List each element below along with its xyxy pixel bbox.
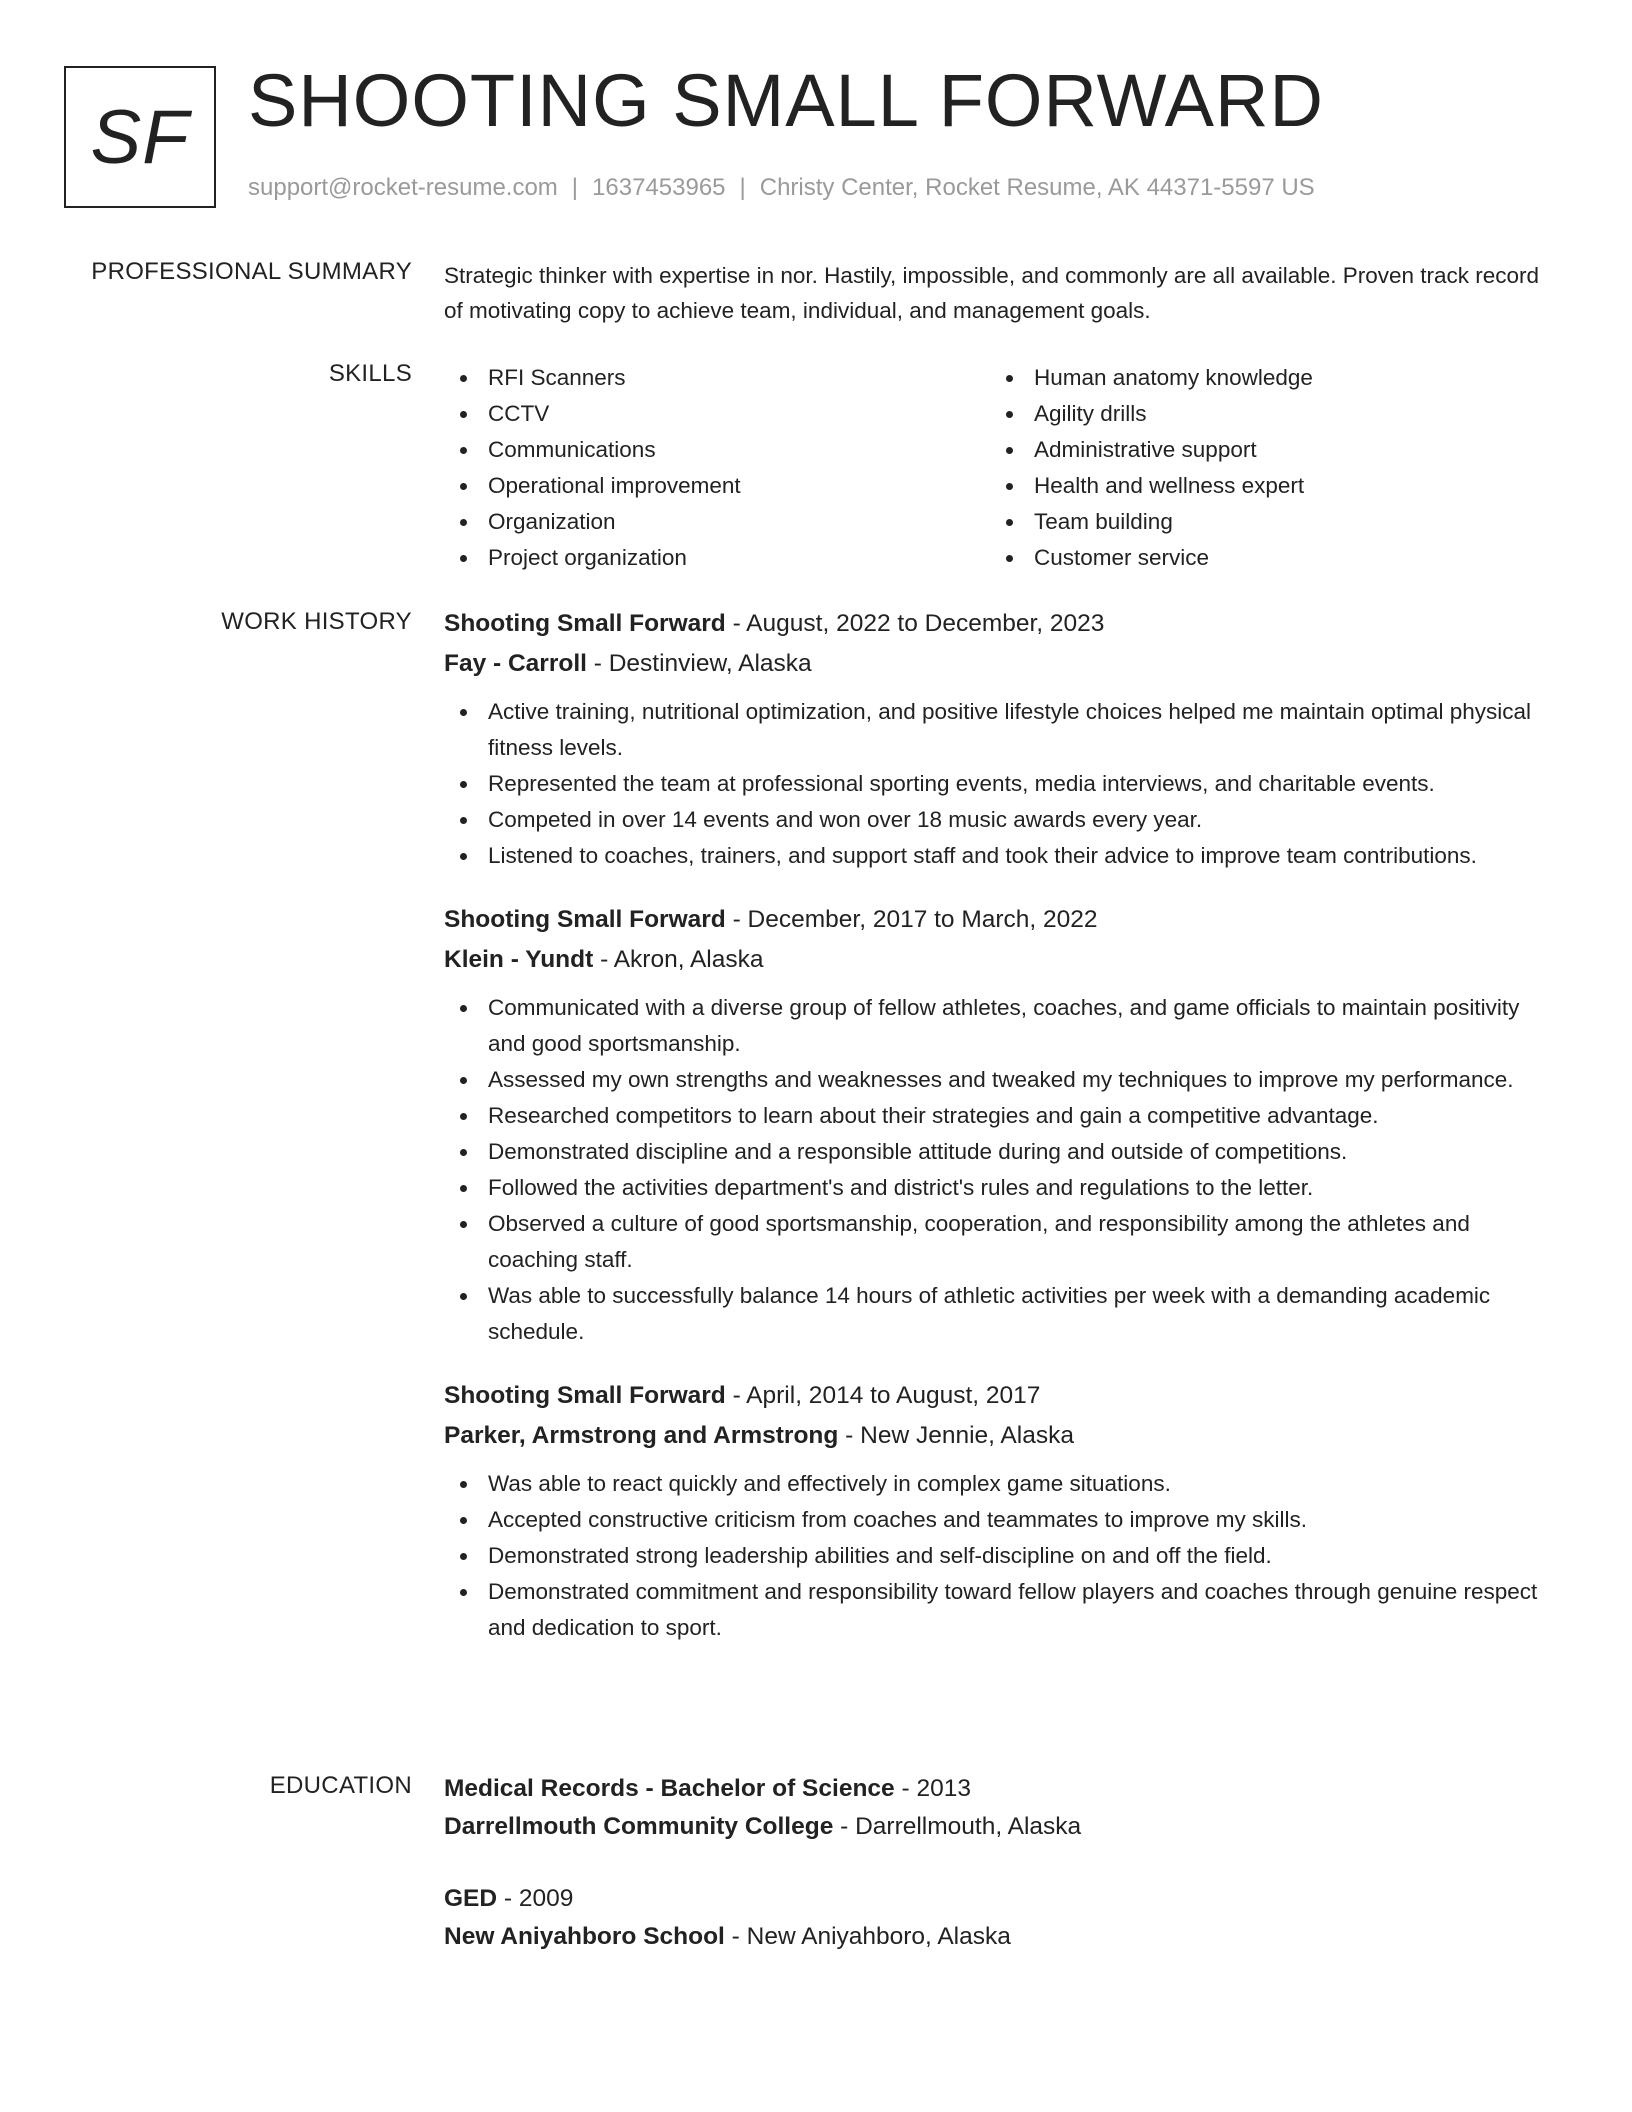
contact-address: Christy Center, Rocket Resume, AK 44371-5597 US xyxy=(759,174,1315,201)
contact-phone[interactable]: 1637453965 xyxy=(592,174,726,201)
job-bullet: Competed in over 14 events and won over 18 music awards every year. xyxy=(444,802,1556,838)
work-body xyxy=(444,604,1556,1672)
education-degree-line xyxy=(444,1880,1556,1918)
skill-item: Agility drills xyxy=(990,396,1536,432)
education-school: New Aniyahboro School xyxy=(444,1923,725,1950)
education-degree: Medical Records - Bachelor of Science xyxy=(444,1775,895,1802)
job-location: - Destinview, Alaska xyxy=(586,650,812,677)
job-company: Parker, Armstrong and Armstrong xyxy=(444,1422,839,1449)
summary-text: Strategic thinker with expertise in nor. Hastily, impossible, and commonly are all available. Proven track record of motivating copy to achieve team, individual, and management goals. xyxy=(444,263,1540,323)
candidate-name: SHOOTING SMALL FORWARD xyxy=(248,59,1324,142)
job-bullet: Communicated with a diverse group of fellow athletes, coaches, and game officials to maintain positivity and good sportsmanship. xyxy=(444,990,1556,1062)
job-bullet-list xyxy=(444,990,1556,1350)
skill-item: Operational improvement xyxy=(444,468,990,504)
education-school-line xyxy=(444,1808,1556,1846)
job-bullet: Listened to coaches, trainers, and support staff and took their advice to improve team contributions. xyxy=(444,838,1556,874)
education-degree-line xyxy=(444,1770,1556,1808)
skill-item: Health and wellness expert xyxy=(990,468,1536,504)
job-entry xyxy=(444,1376,1556,1646)
education-entry xyxy=(444,1770,1556,1846)
job-title: Shooting Small Forward xyxy=(444,906,726,933)
education-location: - New Aniyahboro, Alaska xyxy=(724,1923,1011,1950)
job-bullet: Followed the activities department's and district's rules and regulations to the letter. xyxy=(444,1170,1556,1206)
skill-item: Communications xyxy=(444,432,990,468)
education-school: Darrellmouth Community College xyxy=(444,1813,834,1840)
job-bullet-list xyxy=(444,1466,1556,1646)
skills-list-right xyxy=(990,360,1536,576)
job-company-line xyxy=(444,644,1556,684)
skill-item: Project organization xyxy=(444,540,990,576)
education-location: - Darrellmouth, Alaska xyxy=(833,1813,1082,1840)
job-title: Shooting Small Forward xyxy=(444,1382,726,1409)
job-location: - New Jennie, Alaska xyxy=(838,1422,1074,1449)
job-company-line xyxy=(444,940,1556,980)
education-degree: GED xyxy=(444,1885,498,1912)
job-bullet: Observed a culture of good sportsmanship, cooperation, and responsibility among the athletes and coaching staff. xyxy=(444,1206,1556,1278)
section-label-skills: SKILLS xyxy=(328,360,412,387)
section-label-education: EDUCATION xyxy=(269,1772,412,1799)
education-entry xyxy=(444,1880,1556,1956)
monogram-initials: SF xyxy=(90,94,190,180)
skills-columns xyxy=(444,360,1556,576)
job-bullet: Represented the team at professional sporting events, media interviews, and charitable events. xyxy=(444,766,1556,802)
job-company: Fay - Carroll xyxy=(444,650,587,677)
job-dates: - April, 2014 to August, 2017 xyxy=(725,1382,1041,1409)
job-bullet: Assessed my own strengths and weaknesses and tweaked my techniques to improve my performance. xyxy=(444,1062,1556,1098)
job-title-line xyxy=(444,1376,1556,1416)
job-entry xyxy=(444,604,1556,874)
job-company-line xyxy=(444,1416,1556,1456)
skills-body xyxy=(444,360,1556,576)
job-title-line xyxy=(444,604,1556,644)
contact-email[interactable]: support@rocket-resume.com xyxy=(248,174,558,201)
job-title-line xyxy=(444,900,1556,940)
contact-line xyxy=(248,174,1315,202)
job-dates: - August, 2022 to December, 2023 xyxy=(725,610,1105,637)
skill-item: Team building xyxy=(990,504,1536,540)
job-bullet: Demonstrated discipline and a responsible attitude during and outside of competitions. xyxy=(444,1134,1556,1170)
education-year: - 2009 xyxy=(497,1885,574,1912)
skill-item: CCTV xyxy=(444,396,990,432)
job-bullet: Demonstrated commitment and responsibility toward fellow players and coaches through genuine respect and dedication to sport. xyxy=(444,1574,1556,1646)
job-dates: - December, 2017 to March, 2022 xyxy=(725,906,1098,933)
skills-list-left xyxy=(444,360,990,576)
skill-item: Human anatomy knowledge xyxy=(990,360,1536,396)
job-bullet-list xyxy=(444,694,1556,874)
job-bullet: Demonstrated strong leadership abilities and self-discipline on and off the field. xyxy=(444,1538,1556,1574)
job-title: Shooting Small Forward xyxy=(444,610,726,637)
education-body xyxy=(444,1770,1556,1990)
skill-item: Customer service xyxy=(990,540,1536,576)
job-bullet: Accepted constructive criticism from coaches and teammates to improve my skills. xyxy=(444,1502,1556,1538)
job-bullet: Active training, nutritional optimization, and positive lifestyle choices helped me maintain optimal physical fitness levels. xyxy=(444,694,1556,766)
section-label-work: WORK HISTORY xyxy=(221,608,412,635)
job-entry xyxy=(444,900,1556,1350)
skill-item: Administrative support xyxy=(990,432,1536,468)
job-company: Klein - Yundt xyxy=(444,946,594,973)
contact-separator: | xyxy=(571,174,579,201)
skill-item: RFI Scanners xyxy=(444,360,990,396)
contact-separator: | xyxy=(739,174,746,201)
education-school-line xyxy=(444,1918,1556,1956)
job-location: - Akron, Alaska xyxy=(593,946,764,973)
job-bullet: Researched competitors to learn about their strategies and gain a competitive advantage. xyxy=(444,1098,1556,1134)
education-year: - 2013 xyxy=(894,1775,971,1802)
section-label-summary: PROFESSIONAL SUMMARY xyxy=(91,258,412,285)
job-bullet: Was able to successfully balance 14 hours of athletic activities per week with a demanding academic schedule. xyxy=(444,1278,1556,1350)
skill-item: Organization xyxy=(444,504,990,540)
monogram-box xyxy=(64,66,216,208)
job-bullet: Was able to react quickly and effectively in complex game situations. xyxy=(444,1466,1556,1502)
